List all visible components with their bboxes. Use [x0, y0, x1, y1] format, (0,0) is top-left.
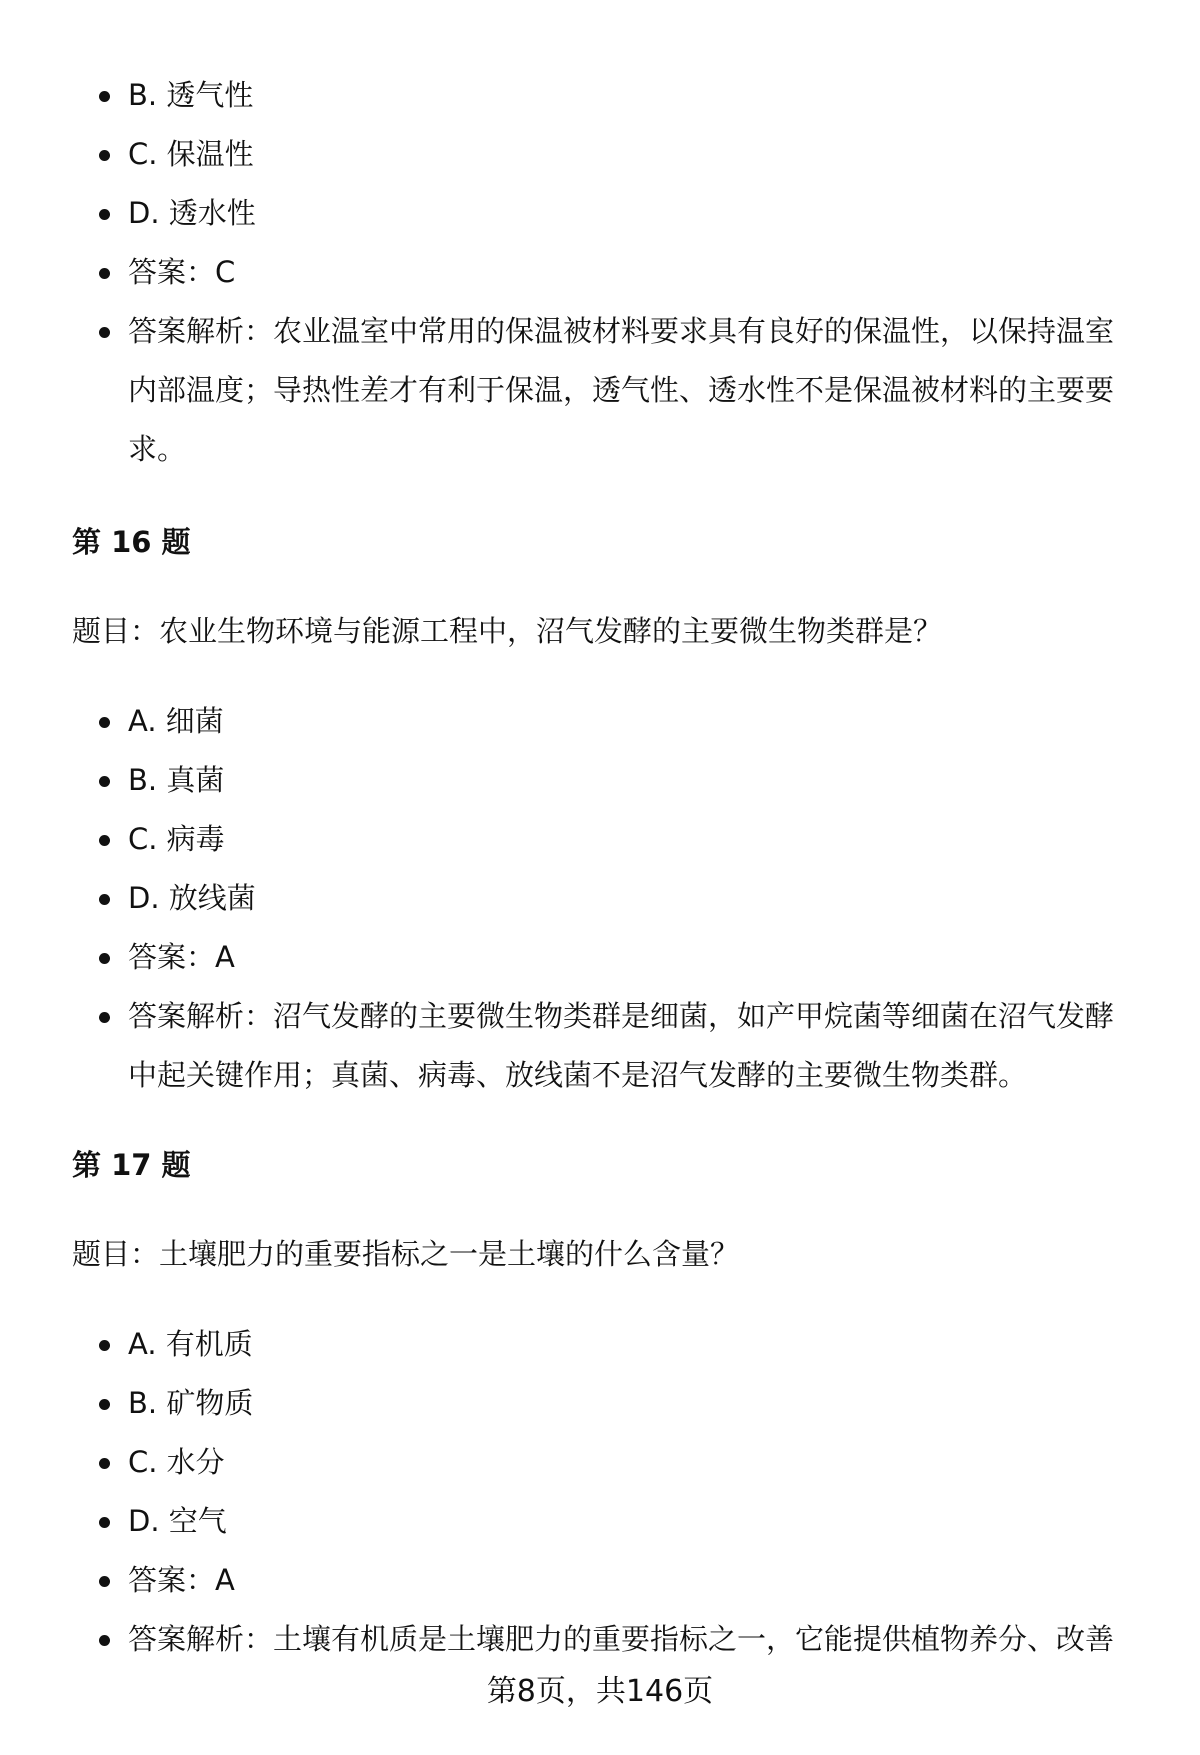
question-17-text: 题目：土壤肥力的重要指标之一是土壤的什么含量？ — [72, 1237, 740, 1271]
answer-item: 答案：A — [0, 928, 1200, 987]
list-item: B. 透气性 — [0, 66, 1200, 125]
list-item: D. 放线菌 — [0, 869, 1200, 928]
explanation-item: 答案解析：农业温室中常用的保温被材料要求具有良好的保温性，以保持温室内部温度；导热性差才有利于保温，透气性、透水性不是保温被材料的主要要求。 — [0, 302, 1200, 479]
question-16-heading: 第 16 题 — [72, 525, 191, 559]
explanation-item: 答案解析：沼气发酵的主要微生物类群是细菌，如产甲烷菌等细菌在沼气发酵中起关键作用；真菌、病毒、放线菌不是沼气发酵的主要微生物类群。 — [0, 987, 1200, 1105]
list-item: B. 真菌 — [0, 751, 1200, 810]
question-17-heading: 第 17 题 — [72, 1148, 191, 1182]
list-item: A. 细菌 — [0, 692, 1200, 751]
prev-options-list — [0, 66, 1200, 479]
list-item: C. 水分 — [0, 1433, 1200, 1492]
list-item: D. 空气 — [0, 1492, 1200, 1551]
list-item: C. 病毒 — [0, 810, 1200, 869]
q17-options-list — [0, 1315, 1200, 1669]
list-item: C. 保温性 — [0, 125, 1200, 184]
q16-options-list — [0, 692, 1200, 1105]
page-number-footer: 第8页，共146页 — [486, 1674, 714, 1709]
answer-item: 答案：C — [0, 243, 1200, 302]
list-item: A. 有机质 — [0, 1315, 1200, 1374]
list-item: B. 矿物质 — [0, 1374, 1200, 1433]
question-16-text: 题目：农业生物环境与能源工程中，沼气发酵的主要微生物类群是？ — [72, 614, 943, 648]
explanation-item: 答案解析：土壤有机质是土壤肥力的重要指标之一，它能提供植物养分、改善 — [0, 1610, 1200, 1669]
list-item: D. 透水性 — [0, 184, 1200, 243]
answer-item: 答案：A — [0, 1551, 1200, 1610]
